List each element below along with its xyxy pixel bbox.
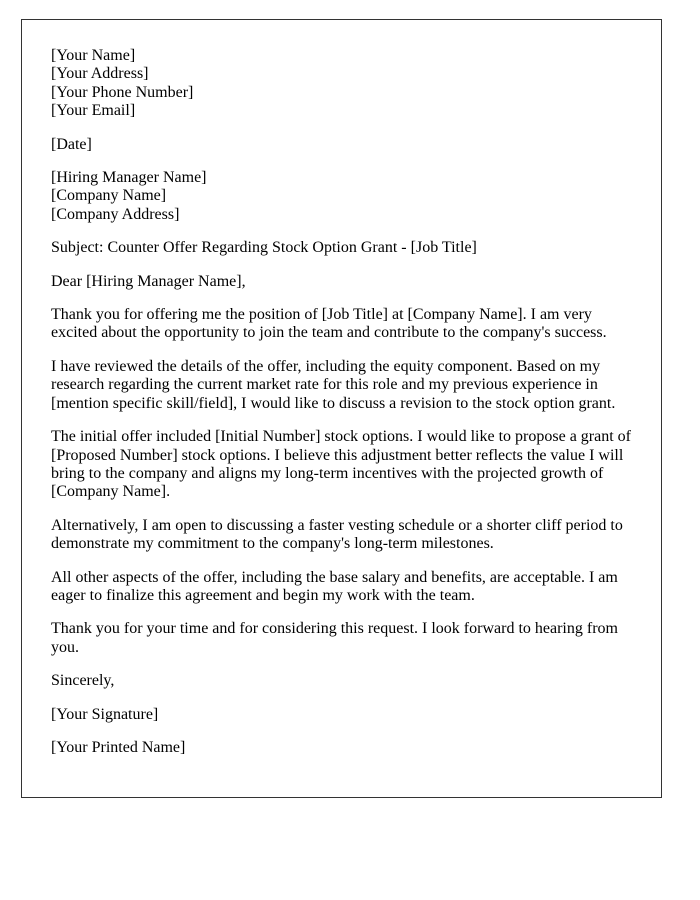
signature-placeholder: [Your Signature] [51,705,159,723]
body-paragraph-alternative: Alternatively, I am open to discussing a faster vesting schedule or a shorter cliff period to demonstrate my commitment to the company's long-term milestones. [51,516,623,553]
body-paragraph-intro: Thank you for offering me the position of [Job Title] at [Company Name]. I am very excited about the opportunity to join the team and contribute to the company's success. [51,306,607,342]
body-paragraph-thanks: Thank you for your time and for considering this request. I look forward to hearing from you. [51,620,618,656]
body-paragraph-proposal: The initial offer included [Initial Number] stock options. I would like to propose a grant of [Proposed Number] stock options. I believe this adjustment better reflects the value I will bring to the company and aligns my long-term incentives with the projected growth of [Company Name]. [51,428,632,501]
recipient-manager-name: [Hiring Manager Name] [51,169,207,187]
letter-document [21,19,662,798]
closing: Sincerely, [51,672,115,690]
date-line: [Date] [51,135,92,153]
body-paragraph-acceptance: All other aspects of the offer, including the base salary and benefits, are acceptable. I am eager to finalize this agreement and begin my work with the team. [51,568,618,604]
sender-phone: [Your Phone Number] [51,83,194,101]
recipient-company-address: [Company Address] [51,205,180,223]
body-paragraph-review: I have reviewed the details of the offer, including the equity component. Based on my research regarding the current market rate for this role and my previous experience in [mention specific skill/field], I would like to discuss a revision to the stock option grant. [51,357,616,412]
recipient-company-name: [Company Name] [51,187,167,205]
printed-name-placeholder: [Your Printed Name] [51,738,186,756]
sender-email: [Your Email] [51,102,136,120]
recipient-block [51,169,632,224]
sender-address: [Your Address] [51,65,149,83]
subject-line: Subject: Counter Offer Regarding Stock Option Grant - [Job Title] [51,239,477,257]
sender-block [51,47,632,121]
salutation: Dear [Hiring Manager Name], [51,272,246,290]
sender-name: [Your Name] [51,47,136,64]
